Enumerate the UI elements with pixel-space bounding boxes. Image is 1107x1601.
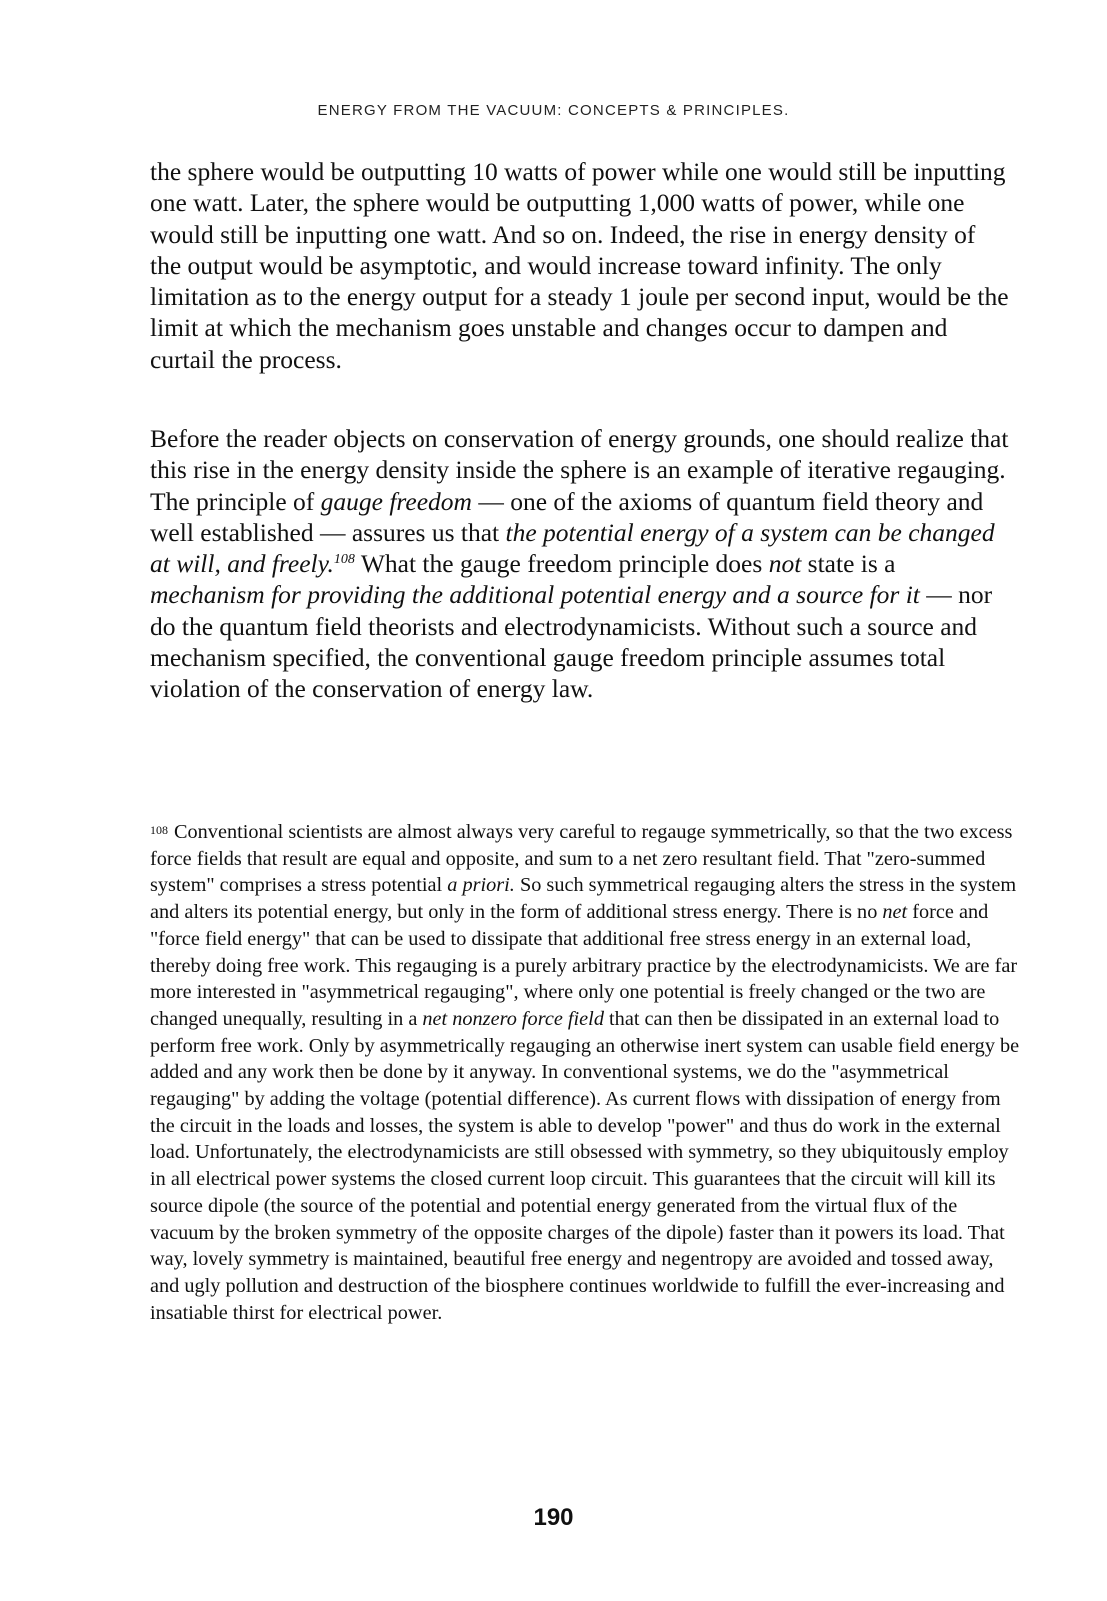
footnote-emphasis-net: net: [882, 901, 908, 924]
paragraph-1: [150, 156, 1010, 375]
page-number: 190: [533, 1504, 574, 1531]
para2-segment: state is a: [801, 549, 896, 579]
para2-segment: What the gauge freedom principle does: [354, 549, 769, 579]
footnote-segment: So such symmetrical regauging alters the stress in the system and alters its potential energy, but only in the form of additional stress energy. There is no: [150, 874, 1017, 924]
para2-emphasis-gauge-freedom: gauge freedom: [320, 486, 472, 516]
para2-emphasis-potential-energy: the potential energy of a system can be changed at will, and freely.: [150, 517, 995, 579]
footnote-emphasis-net-nonzero-force-field: net nonzero force field: [422, 1007, 604, 1030]
footnote-108: [150, 819, 1020, 1326]
footnote-reference-108[interactable]: 108: [333, 552, 355, 568]
footnote-segment: force and "force field energy" that can be used to dissipate that additional free stress energy in an external load, thereby doing free work. This regauging is a purely arbitrary practice by the electrodynamicists. We are far more interested in "asymmetrical regauging", where only one potential is freely changed or the two are changed unequally, resulting in a: [150, 901, 1018, 1030]
footnote-emphasis-a-priori: a priori.: [447, 874, 515, 897]
paragraph-1-text: the sphere would be outputting 10 watts of power while one would still be inputting one watt. Later, the sphere would be outputting 1,000 watts of power, while one would still be inputting one watt. And so on. Indeed, the rise in energy density of the output would be asymptotic, and would increase toward infinity. The only limitation as to the energy output for a steady 1 joule per second input, would be the limit at which the mechanism goes unstable and changes occur to dampen and curtail the process.: [150, 157, 1009, 374]
para2-emphasis-not: not: [768, 549, 802, 579]
para2-segment: — nor do the quantum field theorists and electrodynamicists. Without such a source and mechanism specified, the conventional gauge freedom principle assumes total violation of the conservation of energy law.: [150, 580, 993, 704]
para2-segment: — one of the axioms of quantum field theory and well established — assures us that: [150, 486, 984, 547]
para2-emphasis-mechanism: mechanism for providing the additional potential energy and a source for it: [150, 580, 920, 610]
paragraph-2-text: [150, 423, 1010, 705]
footnote-segment: that can then be dissipated in an external load to perform free work. Only by asymmetrically regauging an otherwise inert system can usable field energy be added and any work then be done by it anyway. In conventional systems, we do the "asymmetrical regauging" by adding the voltage (potential difference). As current flows with dissipation of energy from the circuit in the loads and losses, the system is able to develop "power" and thus do work in the external load. Unfortunately, the electrodynamicists are still obsessed with symmetry, so they ubiquitously employ in all electrical power systems the closed current loop circuit. This guarantees that the circuit will kill its source dipole (the source of the potential and potential energy generated from the virtual flux of the vacuum by the broken symmetry of the opposite charges of the dipole) faster than it powers its load. That way, lovely symmetry is maintained, beautiful free energy and negentropy are avoided and tossed away, and ugly pollution and destruction of the biosphere continues worldwide to fulfill the ever-increasing and insatiable thirst for electrical power.: [150, 1007, 1020, 1324]
para2-segment: Before the reader objects on conservation of energy grounds, one should realize that this rise in the energy density inside the sphere is an example of iterative regauging. The principle of: [150, 424, 1009, 516]
footnote-text: [150, 819, 1020, 1326]
footnote-segment: Conventional scientists are almost always very careful to regauge symmetrically, so that the two excess force fields that result are equal and opposite, and sum to a net zero resultant field. That "zero-summed system" comprises a stress potential: [150, 821, 1013, 897]
paragraph-2: [150, 423, 1010, 705]
footnote-number: 108: [150, 823, 168, 837]
running-head: ENERGY FROM THE VACUUM: CONCEPTS & PRINCIPLES.: [317, 102, 790, 119]
